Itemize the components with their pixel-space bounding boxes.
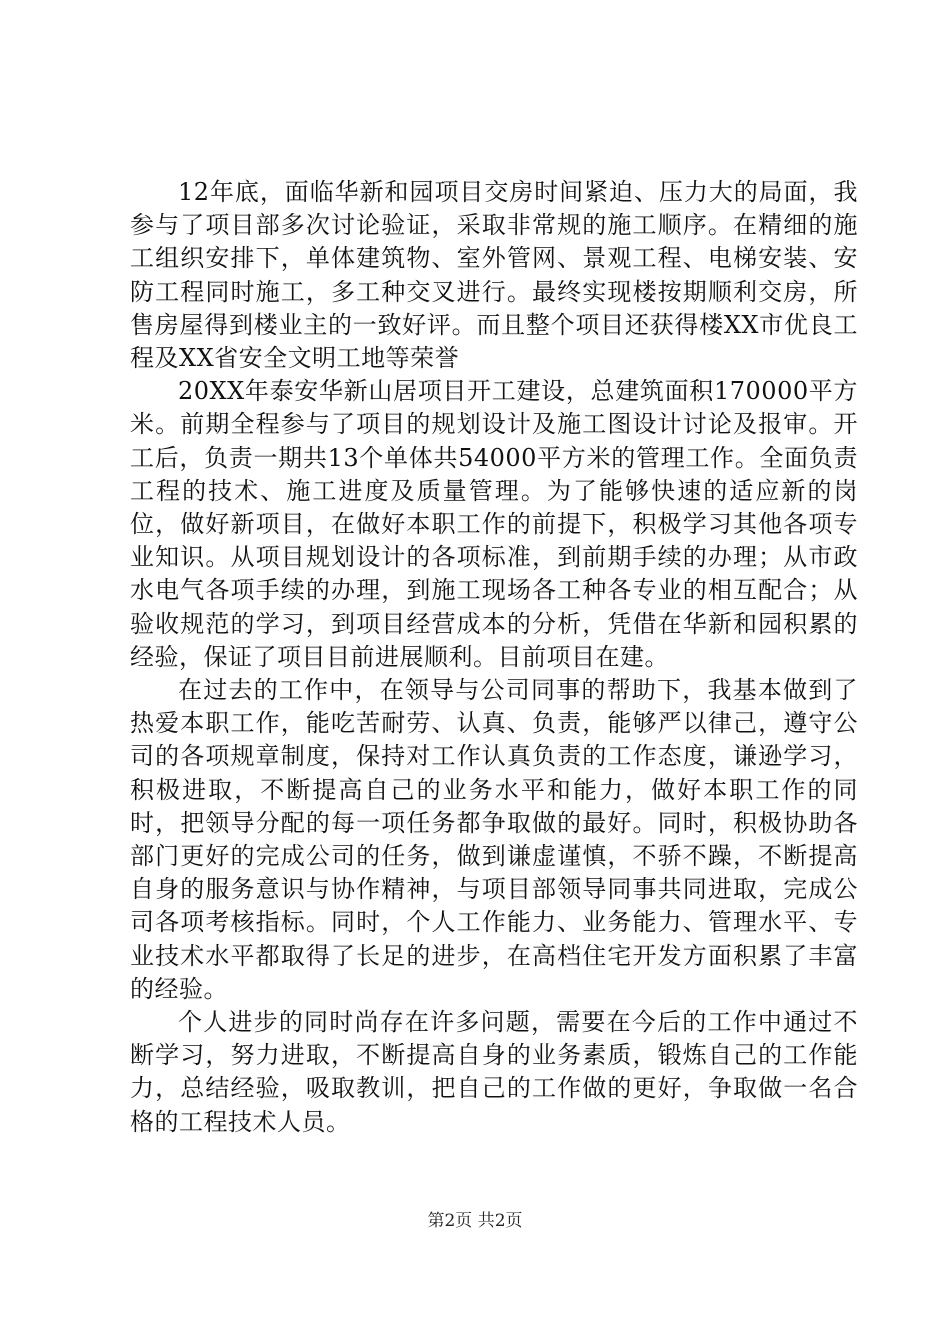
document-body — [130, 176, 858, 1139]
paragraph-new-project: 20XX年泰安华新山居项目开工建设，总建筑面积170000平方米。前期全程参与了项目的规划设计及施工图设计讨论及报审。开工后，负责一期共13个单体共54000平方米的管理工作。全面负责工程的技术、施工进度及质量管理。为了能够快速的适应新的岗位，做好新项目，在做好本职工作的前提下，积极学习其他各项专业知识。从项目规划设计的各项标准，到前期手续的办理；从市政水电气各项手续的办理，到施工现场各工种各专业的相互配合；从验收规范的学习，到项目经营成本的分析，凭借在华新和园积累的经验，保证了项目目前进展顺利。目前项目在建。 — [130, 377, 858, 671]
paragraph-improvement: 个人进步的同时尚存在许多问题，需要在今后的工作中通过不断学习，努力进取，不断提高自身的业务素质，锻炼自己的工作能力，总结经验，吸取教训，把自己的工作做的更好，争取做一名合格的工程技术人员。 — [130, 1008, 858, 1136]
paragraph-work-attitude: 在过去的工作中，在领导与公司同事的帮助下，我基本做到了热爱本职工作，能吃苦耐劳、认真、负责，能够严以律己，遵守公司的各项规章制度，保持对工作认真负责的工作态度，谦逊学习，积极进取，不断提高自己的业务水平和能力，做好本职工作的同时，把领导分配的每一项任务都争取做的最好。同时，积极协助各部门更好的完成公司的任务，做到谦虚谨慎，不骄不躁，不断提高自身的服务意识与协作精神，与项目部领导同事共同进取，完成公司各项考核指标。同时，个人工作能力、业务能力、管理水平、专业技术水平都取得了长足的进步，在高档住宅开发方面积累了丰富的经验。 — [130, 676, 858, 1003]
page-number-footer: 第2页 共2页 — [427, 1211, 523, 1231]
paragraph-project-delivery: 12年底，面临华新和园项目交房时间紧迫、压力大的局面，我参与了项目部多次讨论验证，采取非常规的施工顺序。在精细的施工组织安排下，单体建筑物、室外管网、景观工程、电梯安装、安防工程同时施工，多工种交叉进行。最终实现楼按期顺利交房，所售房屋得到楼业主的一致好评。而且整个项目还获得楼XX市优良工程及XX省安全文明工地等荣誉 — [130, 178, 858, 373]
